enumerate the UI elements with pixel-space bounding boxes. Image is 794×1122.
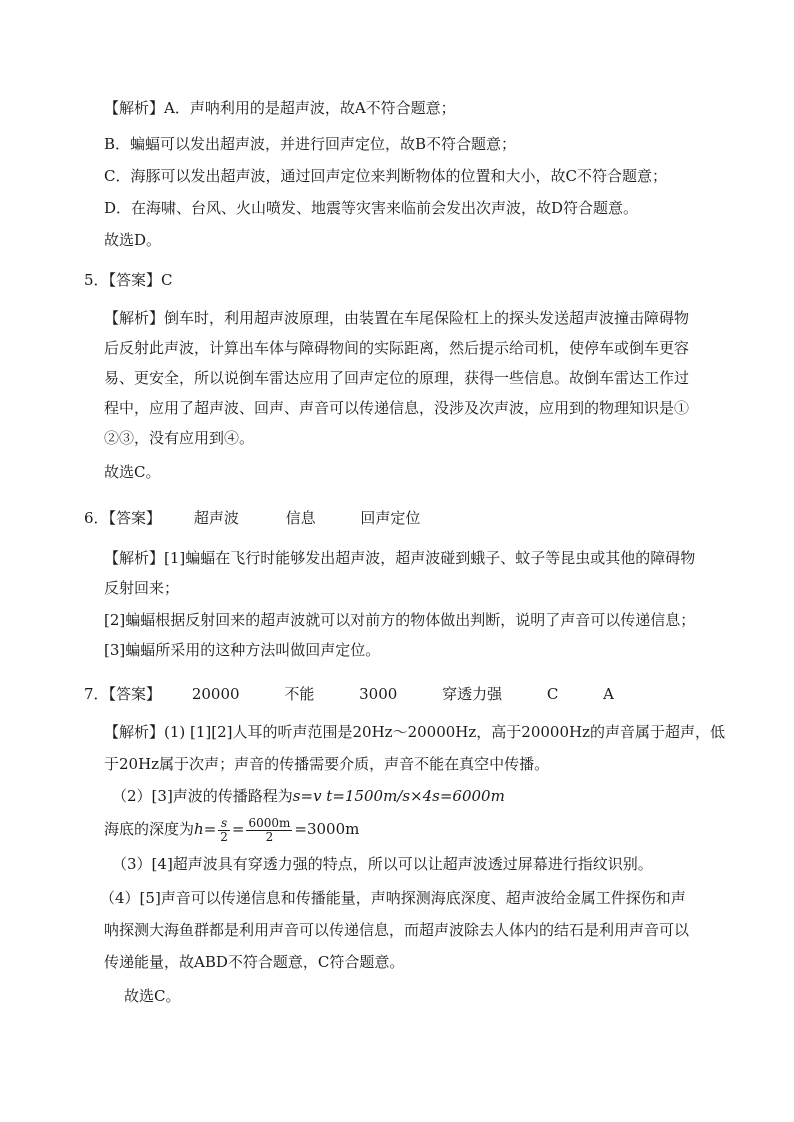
q4-analysis-line: 【解析】A．声呐利用的是超声波，故A不符合题意； [104, 99, 456, 117]
q7-answer-3: 3000 [359, 685, 398, 703]
q4-option-d: D．在海啸、台风、火山喷发、地震等灾害来临前会发出次声波，故D符合题意。 [104, 199, 639, 217]
fraction-6000m-over-2 [246, 817, 292, 844]
q6-analysis-line: [2]蝙蝠根据反射回来的超声波就可以对前方的物体做出判断，说明了声音可以传递信息； [104, 611, 696, 629]
q7-analysis-line: （4）[5]声音可以传递信息和传播能量，声呐探测海底深度、超声波给金属工件探伤和声 [100, 889, 686, 907]
q5-analysis-line: 易、更安全，所以说倒车雷达应用了回声定位的原理，获得一些信息。故倒车雷达工作过 [104, 369, 690, 387]
fraction-denominator: 2 [220, 829, 228, 844]
q7-conclusion: 故选C。 [124, 987, 181, 1005]
fraction-numerator: s [218, 817, 230, 831]
q7-analysis-line: （3）[4]超声波具有穿透力强的特点，所以可以让超声波透过屏幕进行指纹识别。 [112, 855, 653, 873]
q7-analysis-line: 于20Hz属于次声；声音的传播需要介质，声音不能在真空中传播。 [104, 755, 550, 773]
q7-analysis-line: 传递能量，故ABD不符合题意，C符合题意。 [104, 953, 405, 971]
q7-analysis-line: 【解析】(1) [1][2]人耳的听声范围是20Hz～20000Hz，高于20000Hz的声音属于超声，低 [104, 723, 725, 741]
equals-sign: = [231, 820, 245, 838]
q7-depth-symbol: h [194, 820, 204, 838]
q7-depth-line [104, 814, 359, 844]
q6-answer-label: 6．【答案】 [84, 509, 162, 527]
q5-analysis-line: 后反射此声波，计算出车体与障碍物间的实际距离，然后提示给司机，使停车或倒车更容 [104, 339, 690, 357]
equals-sign: = [203, 820, 217, 838]
q5-analysis-line: ②③，没有应用到④。 [104, 429, 255, 447]
q6-answer-1: 超声波 [193, 509, 239, 527]
q5-conclusion: 故选C。 [104, 463, 161, 481]
q7-answer-row [84, 684, 614, 704]
q4-conclusion: 故选D。 [104, 231, 162, 249]
q6-analysis-line: 反射回来； [104, 579, 180, 597]
q7-depth-prefix: 海底的深度为 [104, 820, 195, 838]
q4-option-c: C．海豚可以发出超声波，通过回声定位来判断物体的位置和大小，故C不符合题意； [104, 167, 667, 185]
q5-answer: 5．【答案】C [84, 271, 173, 289]
fraction-denominator: 2 [265, 829, 274, 844]
q6-answer-2: 信息 [285, 509, 316, 527]
fraction-s-over-2 [218, 817, 230, 844]
q7-answer-6: A [603, 685, 614, 703]
fraction-numerator: 6000m [248, 815, 291, 830]
q7-analysis-line: 呐探测大海鱼群都是利用声音可以传递信息，而超声波除去人体内的结石是利用声音可以 [104, 921, 690, 939]
q7-answer-4: 穿透力强 [442, 685, 503, 703]
q7-answer-label: 7．【答案】 [84, 685, 162, 703]
q7-depth-result: =3000m [294, 820, 360, 838]
q7-path-line [112, 786, 505, 806]
q4-option-b: B．蝙蝠可以发出超声波，并进行回声定位，故B不符合题意； [104, 135, 517, 153]
q7-answer-1: 20000 [191, 685, 240, 703]
q7-answer-5: C [546, 685, 559, 703]
q5-analysis-line: 程中，应用了超声波、回声、声音可以传递信息，没涉及次声波，应用到的物理知识是① [104, 399, 690, 417]
q6-analysis-line: 【解析】[1]蝙蝠在飞行时能够发出超声波，超声波碰到蛾子、蚊子等昆虫或其他的障碍物 [104, 549, 696, 567]
q6-answer-3: 回声定位 [360, 509, 421, 527]
q7-answer-2: 不能 [284, 685, 315, 703]
q7-path-prefix: （2）[3]声波的传播路程为 [112, 787, 293, 805]
q6-answer-row [84, 508, 420, 528]
q5-analysis-line: 【解析】倒车时，利用超声波原理，由装置在车尾保险杠上的探头发送超声波撞击障碍物 [104, 309, 690, 327]
q7-path-formula: s=v t=1500m/s×4s=6000m [292, 787, 505, 805]
q6-analysis-line: [3]蝙蝠所采用的这种方法叫做回声定位。 [104, 641, 381, 659]
